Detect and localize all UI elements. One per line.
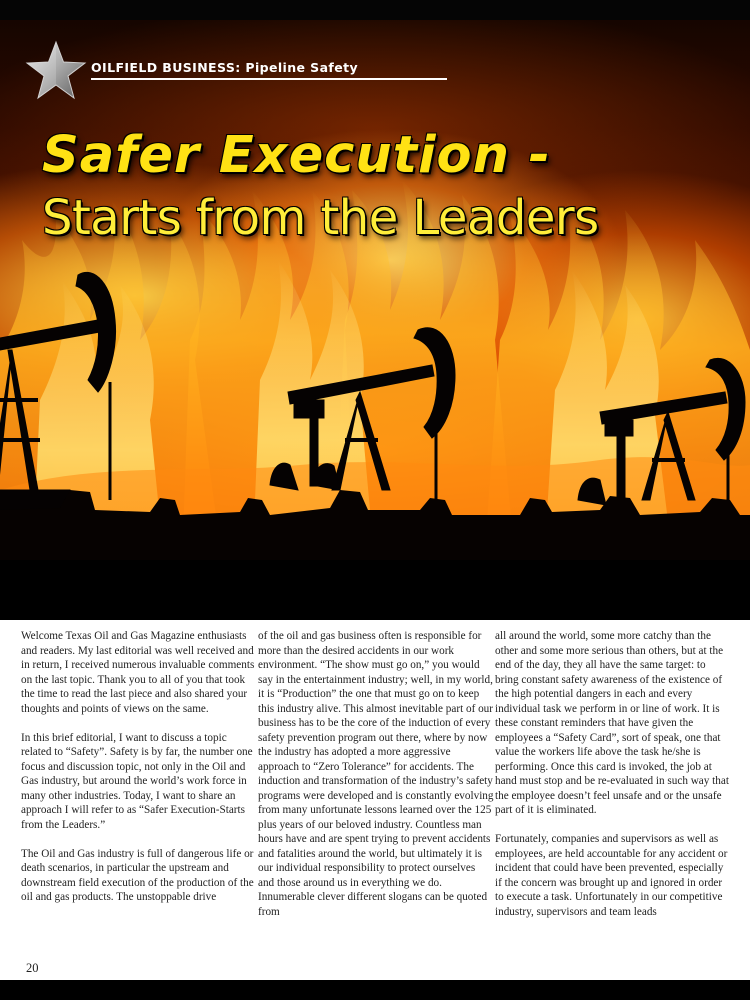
paragraph: of the oil and gas business often is responsible for more than the desired accidents in our work environment. “The show must go on,” you would say in the entertainment industry; well, in my world, it is “Production” the one that must go on to keep this industry alive. This almost inevitable part of our business has to be the core of the induction of every safety prevention program out there, where by now the industry has adopted a more aggressive approach to “Zero Tolerance” for accidents. The induction and transformation of the industry’s safety programs were developed and is constantly evolving from many unfortunate lessons learned over the 125 plus years of our beloved industry. Countless man hours have and are spent trying to prevent accidents and fatalities around the world, but ultimately it is our individual responsibility to protect ourselves and those around us in everything we do. Innumerable clever different slogans can be quoted from xyxy=(258,630,494,918)
paragraph: The Oil and Gas industry is full of dangerous life or death scenarios, in particular the upstream and downstream field execution of the production of the oil and gas products. The unstoppable drive xyxy=(21,847,254,903)
star-icon xyxy=(25,40,87,102)
article-column-3 xyxy=(495,629,731,934)
paragraph: Fortunately, companies and supervisors as well as employees, are held accountable for any accident or incident that could have been prevented, especially if the concern was brought up and ignored in order to execute a task. Unfortunately in our competitive industry, supervisors and team leads xyxy=(495,833,728,918)
bottom-black-strip xyxy=(0,980,750,1000)
pumpjack-icon xyxy=(0,272,116,525)
subsection-name: Pipeline Safety xyxy=(245,60,359,75)
page-number: 20 xyxy=(26,961,39,975)
article-body xyxy=(0,620,750,980)
article-column-1 xyxy=(21,629,257,919)
top-black-strip xyxy=(0,0,750,20)
paragraph: all around the world, some more catchy than the other and some more serious than others, but at the end of the day, they all have the same target: to bring constant safety awareness of the existence of the high potential dangers in each and every individual task we perform in or line of work. It is these constant reminders that have given the employees a “Safety Card”, sort of speak, one that value the workers life above the task he/she is performing. Once this card is invoked, the job at hand must stop and be re-evaluated in such way that the employee doesn’t feel unsafe and or the unsafe part of it is eliminated. xyxy=(495,630,729,816)
header-rule xyxy=(91,78,447,80)
subheadline: Starts from the Leaders xyxy=(42,190,599,246)
section-label xyxy=(91,60,358,75)
headline: Safer Execution - xyxy=(42,126,551,185)
paragraph: Welcome Texas Oil and Gas Magazine enthusiasts and readers. My last editorial was well received and in return, I received numerous invaluable comments on the last topic. Thank you to all of you that took the time to read the last piece and also shared your thoughts and points of views on the same. xyxy=(21,630,255,715)
article-column-2 xyxy=(258,629,494,934)
section-header xyxy=(25,40,445,120)
section-name: OILFIELD BUSINESS: xyxy=(91,60,241,75)
paragraph: In this brief editorial, I want to discuss a topic related to “Safety”. Safety is by far, the number one focus and discussion topic, not only in the Oil and Gas industry, but around the world’s work force in many other industries. Today, I want to share an approach I will refer to as “Safer Execution-Starts from the Leaders.” xyxy=(21,731,253,831)
pumpjack-icon xyxy=(270,328,455,520)
hero-image xyxy=(0,20,750,620)
